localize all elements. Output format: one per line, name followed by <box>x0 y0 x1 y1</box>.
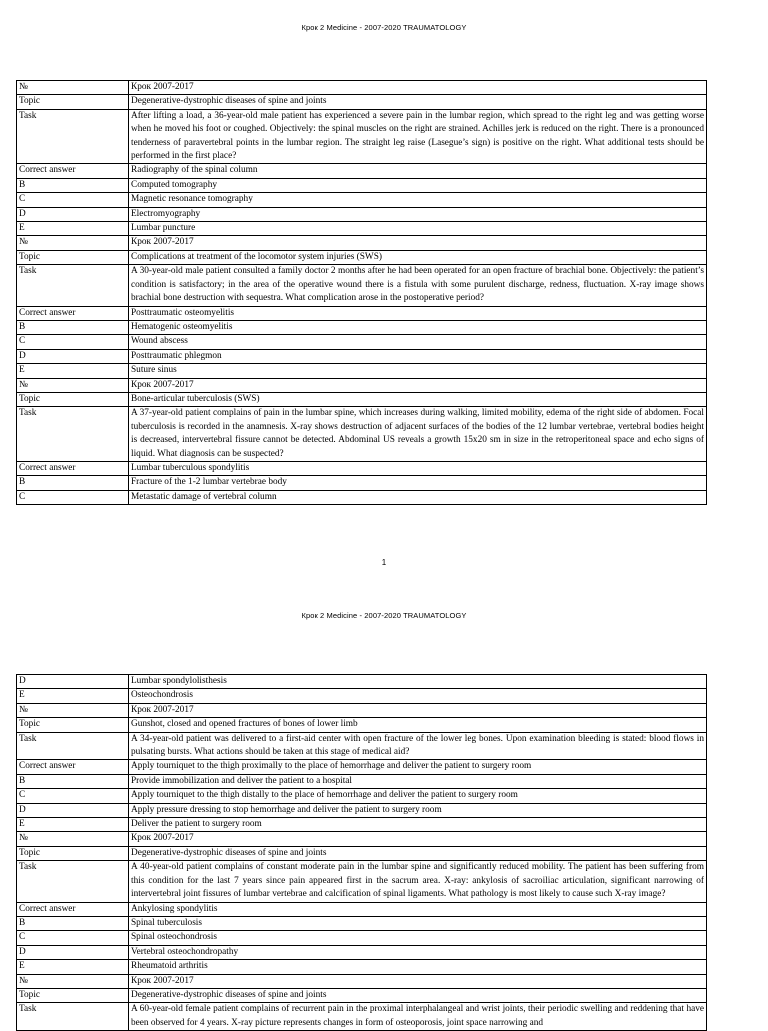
table-row <box>17 902 707 916</box>
row-value: Posttraumatic phlegmon <box>129 349 707 363</box>
row-value: Radiography of the spinal column <box>129 164 707 178</box>
row-label: Task <box>17 407 129 462</box>
table-row <box>17 832 707 846</box>
row-value: Degenerative-dystrophic diseases of spine and joints <box>129 988 707 1002</box>
table-row <box>17 364 707 378</box>
row-value: Lumbar puncture <box>129 222 707 236</box>
row-label: Topic <box>17 718 129 732</box>
page-number: 1 <box>381 558 387 567</box>
table-row <box>17 407 707 462</box>
row-label: Task <box>17 732 129 760</box>
table-row <box>17 718 707 732</box>
table-row <box>17 236 707 250</box>
row-label: C <box>17 490 129 504</box>
row-value: A 30-year-old male patient consulted a family doctor 2 months after he had been operated for an open fracture of brachial bone. Objectively: the patient’s condition is satisfactory; in the area of the operative wound there is a fistula with some purulent discharge, redness, fluctuation. X-ray image shows brachial bone destruction with sequestra. What complication arose in the postoperative period? <box>129 265 707 306</box>
row-label: Topic <box>17 95 129 109</box>
table-row <box>17 349 707 363</box>
row-label: D <box>17 945 129 959</box>
row-label: C <box>17 931 129 945</box>
table-row <box>17 222 707 236</box>
row-label: Topic <box>17 846 129 860</box>
row-label: Topic <box>17 250 129 264</box>
row-label: № <box>17 81 129 95</box>
row-value: Lumbar tuberculous spondylitis <box>129 461 707 475</box>
table-row <box>17 760 707 774</box>
row-value: After lifting a load, a 36-year-old male patient has experienced a severe pain in the lumbar region, which spread to the right leg and was getting worse when he moved his foot or coughed. Objectively: the spinal muscles on the right are strained. Achilles jerk is reduced on the right. There is a pronounced tenderness of paravertebral points in the lumbar region. The straight leg raise (Lasegue’s sign) is positive on the right. What additional tests should be performed in the first place? <box>129 109 707 164</box>
row-value: Wound abscess <box>129 335 707 349</box>
row-value: Крок 2007-2017 <box>129 81 707 95</box>
row-label: Task <box>17 1003 129 1031</box>
table-row <box>17 250 707 264</box>
table-row <box>17 178 707 192</box>
row-label: E <box>17 364 129 378</box>
row-value: Bone-articular tuberculosis (SWS) <box>129 392 707 406</box>
table-row <box>17 81 707 95</box>
row-value: Suture sinus <box>129 364 707 378</box>
row-value: Крок 2007-2017 <box>129 974 707 988</box>
row-label: Correct answer <box>17 461 129 475</box>
row-label: Topic <box>17 392 129 406</box>
table-row <box>17 306 707 320</box>
row-label: № <box>17 974 129 988</box>
table-row <box>17 476 707 490</box>
table-row <box>17 931 707 945</box>
table-row <box>17 960 707 974</box>
row-label: Task <box>17 109 129 164</box>
table-row <box>17 988 707 1002</box>
row-label: E <box>17 222 129 236</box>
row-label: B <box>17 476 129 490</box>
row-value: Degenerative-dystrophic diseases of spine and joints <box>129 95 707 109</box>
row-value: Apply pressure dressing to stop hemorrhage and deliver the patient to surgery room <box>129 803 707 817</box>
row-label: E <box>17 689 129 703</box>
row-label: E <box>17 960 129 974</box>
row-value: Vertebral osteochondropathy <box>129 945 707 959</box>
table-row <box>17 675 707 689</box>
table-row <box>17 265 707 306</box>
table-row <box>17 861 707 902</box>
row-label: Task <box>17 861 129 902</box>
row-value: Degenerative-dystrophic diseases of spine and joints <box>129 846 707 860</box>
row-value: Hematogenic osteomyelitis <box>129 320 707 334</box>
row-value: Apply tourniquet to the thigh proximally to the place of hemorrhage and deliver the patient to surgery room <box>129 760 707 774</box>
table-row <box>17 703 707 717</box>
row-value: Ankylosing spondylitis <box>129 902 707 916</box>
table-row <box>17 207 707 221</box>
row-label: B <box>17 178 129 192</box>
table-row <box>17 945 707 959</box>
row-value: Fracture of the 1-2 lumbar vertebrae body <box>129 476 707 490</box>
row-label: D <box>17 675 129 689</box>
table-row <box>17 916 707 930</box>
row-value: Крок 2007-2017 <box>129 236 707 250</box>
row-label: Correct answer <box>17 902 129 916</box>
document-page-2 <box>0 588 768 1028</box>
row-label: C <box>17 193 129 207</box>
row-label: № <box>17 832 129 846</box>
row-label: Correct answer <box>17 164 129 178</box>
row-value: Lumbar spondylolisthesis <box>129 675 707 689</box>
row-label: C <box>17 789 129 803</box>
row-label: E <box>17 818 129 832</box>
row-label: Correct answer <box>17 760 129 774</box>
page-header: Крок 2 Medicine - 2007-2020 TRAUMATOLOGY <box>301 23 467 32</box>
row-value: Spinal tuberculosis <box>129 916 707 930</box>
table-row <box>17 689 707 703</box>
row-label: D <box>17 207 129 221</box>
table-row <box>17 378 707 392</box>
page-header: Крок 2 Medicine - 2007-2020 TRAUMATOLOGY <box>301 611 467 620</box>
row-label: № <box>17 703 129 717</box>
table-row <box>17 335 707 349</box>
table-row <box>17 846 707 860</box>
row-value: A 40-year-old patient complains of constant moderate pain in the lumbar spine and significantly reduced mobility. The patient has been suffering from this condition for the last 7 years since pain appeared first in the sacrum area. X-ray: ankylosis of sacroiliac articulation, significant narrowing of intervertebral joint fissures of lumbar vertebrae and calcification of spinal ligaments. What pathology is most likely to cause such X-ray image? <box>129 861 707 902</box>
row-label: Correct answer <box>17 306 129 320</box>
table-row <box>17 774 707 788</box>
question-table <box>16 80 707 505</box>
row-value: Metastatic damage of vertebral column <box>129 490 707 504</box>
table-row <box>17 818 707 832</box>
row-label: Topic <box>17 988 129 1002</box>
row-value: Spinal osteochondrosis <box>129 931 707 945</box>
row-value: Deliver the patient to surgery room <box>129 818 707 832</box>
table-row <box>17 490 707 504</box>
row-label: D <box>17 803 129 817</box>
table-row <box>17 789 707 803</box>
row-label: № <box>17 236 129 250</box>
row-value: Magnetic resonance tomography <box>129 193 707 207</box>
table-row <box>17 803 707 817</box>
row-label: Task <box>17 265 129 306</box>
row-value: Posttraumatic osteomyelitis <box>129 306 707 320</box>
row-value: Computed tomography <box>129 178 707 192</box>
table-row <box>17 461 707 475</box>
table-row <box>17 164 707 178</box>
row-label: D <box>17 349 129 363</box>
row-value: Apply tourniquet to the thigh distally to the place of hemorrhage and deliver the patient to surgery room <box>129 789 707 803</box>
table-row <box>17 193 707 207</box>
table-row <box>17 1003 707 1031</box>
table-row <box>17 732 707 760</box>
row-value: Крок 2007-2017 <box>129 378 707 392</box>
row-value: Complications at treatment of the locomotor system injuries (SWS) <box>129 250 707 264</box>
row-value: Osteochondrosis <box>129 689 707 703</box>
table-row <box>17 109 707 164</box>
table-row <box>17 974 707 988</box>
table-row <box>17 320 707 334</box>
row-value: A 60-year-old female patient complains of recurrent pain in the proximal interphalangeal and wrist joints, their periodic swelling and reddening that have been observed for 4 years. X-ray picture represents changes in form of osteoporosis, joint space narrowing and <box>129 1003 707 1031</box>
row-label: № <box>17 378 129 392</box>
question-table <box>16 674 707 1031</box>
table-row <box>17 392 707 406</box>
row-label: B <box>17 916 129 930</box>
row-value: A 37-year-old patient complains of pain in the lumbar spine, which increases during walking, limited mobility, edema of the right side of abdomen. Focal tuberculosis is recorded in the anamnesis. X-ray shows destruction of adjacent surfaces of the bodies of the 12 lumbar vertebrae, vertebral bodies height is decreased, intervertebral fissure cannot be detected. Abdominal US reveals a growth 15x20 sm in size in the retroperitoneal space and echo signs of liquid. What diagnosis can be suspected? <box>129 407 707 462</box>
row-value: Крок 2007-2017 <box>129 703 707 717</box>
table-row <box>17 95 707 109</box>
row-value: Rheumatoid arthritis <box>129 960 707 974</box>
row-label: B <box>17 774 129 788</box>
row-label: B <box>17 320 129 334</box>
row-value: Provide immobilization and deliver the patient to a hospital <box>129 774 707 788</box>
row-value: Крок 2007-2017 <box>129 832 707 846</box>
row-label: C <box>17 335 129 349</box>
row-value: Gunshot, closed and opened fractures of bones of lower limb <box>129 718 707 732</box>
row-value: A 34-year-old patient was delivered to a first-aid center with open fracture of the lower leg bones. Upon examination bleeding is stated: blood flows in pulsating bursts. What actions should be taken at this stage of medical aid? <box>129 732 707 760</box>
row-value: Electromyography <box>129 207 707 221</box>
